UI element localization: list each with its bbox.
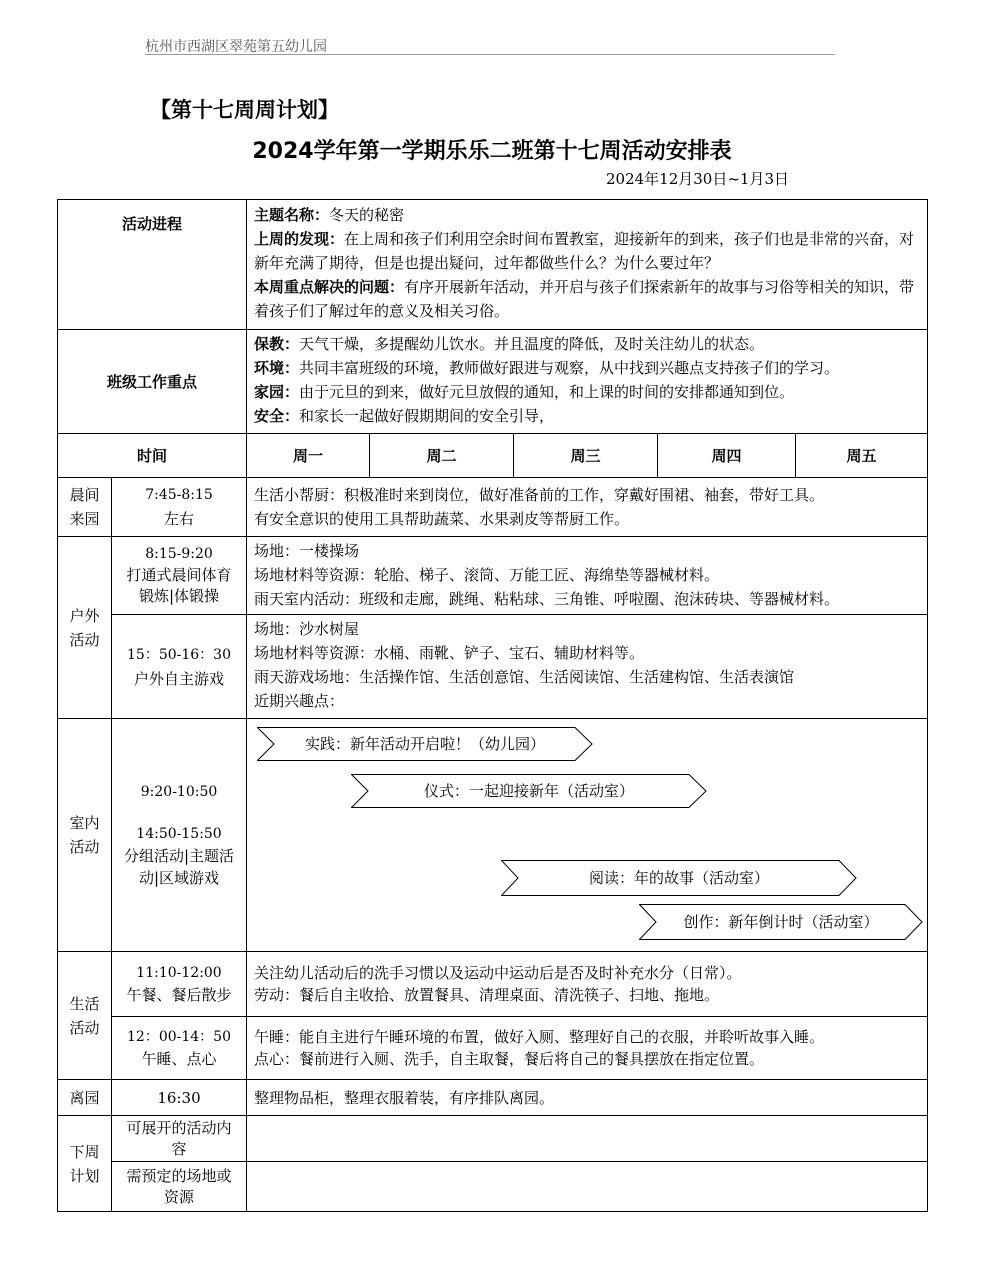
progress-row — [58, 200, 928, 330]
life-category: 生活活动 — [58, 952, 112, 1080]
header-divider — [145, 54, 835, 55]
life-line: 点心：餐前进行入厕、洗手，自主取餐，餐后将自己的餐具摆放在指定位置。 — [254, 1050, 765, 1068]
progress-label: 活动进程 — [58, 200, 247, 330]
day-header: 周四 — [658, 434, 796, 478]
schedule-header-row — [58, 434, 928, 478]
outdoor-line: 场地：一楼操场 — [254, 542, 360, 560]
leave-text: 整理物品柜，整理衣服着装，有序排队离园。 — [247, 1080, 928, 1116]
schedule-table — [57, 199, 928, 1212]
school-name: 杭州市西湖区翠苑第五幼儿园 — [145, 39, 327, 55]
life-b-note: 午睡、点心 — [141, 1050, 217, 1068]
activity-label: 阅读：年的故事（活动室） — [589, 869, 770, 887]
leave-time: 16:30 — [112, 1080, 247, 1116]
focus-key: 环境： — [254, 359, 300, 377]
outdoor-b-note: 户外自主游戏 — [134, 669, 225, 688]
date-range: 2024年12月30日~1月3日 — [606, 170, 790, 188]
indoor-row — [58, 719, 928, 952]
morning-time-cell — [112, 478, 247, 537]
outdoor-line: 雨天游戏场地：生活操作馆、生活创意馆、生活阅读馆、生活建构馆、生活表演馆 — [254, 668, 795, 686]
outdoor-a-time: 8:15-9:20 — [145, 546, 213, 562]
focus-value: 和家长一起做好假期期间的安全引导， — [299, 407, 555, 425]
life-b-time: 12：00-14：50 — [127, 1029, 231, 1045]
theme-label: 主题名称： — [254, 206, 330, 224]
outdoor-b-time: 15：50-16：30 — [127, 646, 231, 663]
leave-category: 离园 — [58, 1080, 112, 1116]
focus-value: 共同丰富班级的环境，教师做好跟进与观察，从中找到兴趣点支持孩子们的学习。 — [299, 359, 840, 377]
morning-category: 晨间来园 — [58, 478, 112, 537]
next-week-row-a — [58, 1116, 928, 1162]
indoor-note: 分组活动|主题活动|区域游戏 — [123, 847, 235, 887]
leave-row — [58, 1080, 928, 1116]
day-header: 周五 — [796, 434, 928, 478]
outdoor-row-b — [58, 615, 928, 719]
morning-content — [247, 478, 928, 537]
next-week-resources-label: 需预定的场地或资源 — [112, 1162, 247, 1212]
activity-label: 创作：新年倒计时（活动室） — [683, 913, 879, 931]
activity-arrows — [247, 719, 927, 949]
activity-arrow — [501, 860, 857, 896]
outdoor-line: 雨天室内活动：班级和走廊，跳绳、粘粘球、三角锥、呼啦圈、泡沫砖块、等器械材料。 — [254, 590, 840, 608]
next-week-row-b — [58, 1162, 928, 1212]
outdoor-a-note: 打通式晨间体育锻炼|体锻操 — [126, 566, 232, 605]
activity-label: 实践：新年活动开启啦！（幼儿园） — [305, 735, 546, 753]
activity-arrow — [639, 904, 923, 940]
morning-time-note: 左右 — [164, 510, 195, 528]
activity-arrow — [257, 727, 593, 761]
outdoor-a-time-cell — [112, 537, 247, 615]
progress-content — [247, 200, 928, 330]
class-focus-label: 班级工作重点 — [58, 330, 247, 434]
life-line: 劳动：餐后自主收拾、放置餐具、清理桌面、清洗筷子、扫地、拖地。 — [254, 986, 720, 1004]
life-line: 关注幼儿活动后的洗手习惯以及运动中运动后是否及时补充水分（日常）。 — [254, 964, 742, 982]
morning-time: 7:45-8:15 — [145, 487, 213, 503]
indoor-time-cell — [112, 719, 247, 952]
life-b-content — [247, 1017, 928, 1080]
focus-key: 家园： — [254, 383, 300, 401]
next-week-activities-label: 可展开的活动内容 — [112, 1116, 247, 1162]
outdoor-b-time-cell — [112, 615, 247, 719]
life-a-note: 午餐、餐后散步 — [126, 986, 232, 1004]
life-a-time-cell — [112, 952, 247, 1017]
last-week-text: 在上周和孩子们利用空余时间布置教室，迎接新年的到来，孩子们也是非常的兴奋，对新年充满了期待，但是也提出疑问，过年都做些什么？为什么要过年？ — [254, 230, 915, 272]
life-a-time: 11:10-12:00 — [136, 965, 222, 981]
day-header: 周二 — [370, 434, 514, 478]
focus-key: 安全： — [254, 407, 300, 425]
last-week-label: 上周的发现： — [254, 230, 345, 248]
outdoor-line: 场地材料等资源：水桶、雨靴、铲子、宝石、辅助材料等。 — [254, 644, 645, 662]
next-week-category: 下周计划 — [58, 1116, 112, 1212]
focus-text: 有序开展新年活动，并开启与孩子们探索新年的故事与习俗等相关的知识，带着孩子们了解过年的意义及相关习俗。 — [254, 278, 915, 320]
page-title: 2024学年第一学期乐乐二班第十七周活动安排表 — [252, 139, 732, 164]
focus-value: 由于元旦的到来，做好元旦放假的通知，和上课的时间的安排都通知到位。 — [299, 383, 795, 401]
life-row-b — [58, 1017, 928, 1080]
time-header: 时间 — [58, 434, 247, 478]
theme-value: 冬天的秘密 — [329, 206, 405, 224]
outdoor-line: 场地材料等资源：轮胎、梯子、滚筒、万能工匠、海绵垫等器械材料。 — [254, 566, 720, 584]
focus-value: 天气干燥，多提醒幼儿饮水。并且温度的降低，及时关注幼儿的状态。 — [299, 335, 765, 353]
next-week-resources-value — [247, 1162, 928, 1212]
focus-key: 保教： — [254, 335, 300, 353]
outdoor-line: 近期兴趣点： — [254, 692, 345, 710]
indoor-time-2: 14:50-15:50 — [136, 826, 222, 842]
class-focus-row — [58, 330, 928, 434]
activity-arrow — [351, 774, 707, 808]
outdoor-b-content — [247, 615, 928, 719]
outdoor-line: 场地：沙水树屋 — [254, 620, 360, 638]
day-header: 周三 — [514, 434, 658, 478]
indoor-content — [247, 719, 928, 952]
activity-label: 仪式：一起迎接新年（活动室） — [424, 782, 635, 800]
morning-line: 有安全意识的使用工具帮助蔬菜、水果剥皮等帮厨工作。 — [254, 510, 630, 528]
morning-line: 生活小帮厨：积极准时来到岗位，做好准备前的工作，穿戴好围裙、袖套，带好工具。 — [254, 486, 825, 504]
life-b-time-cell — [112, 1017, 247, 1080]
life-a-content — [247, 952, 928, 1017]
indoor-time-1: 9:20-10:50 — [140, 784, 218, 800]
focus-label: 本周重点解决的问题： — [254, 278, 405, 296]
outdoor-row-a — [58, 537, 928, 615]
life-line: 午睡：能自主进行午睡环境的布置，做好入厕、整理好自己的衣服，并聆听故事入睡。 — [254, 1028, 825, 1046]
day-header: 周一 — [247, 434, 370, 478]
plan-bracket-title: 【第十七周周计划】 — [150, 98, 339, 122]
life-row-a — [58, 952, 928, 1017]
class-focus-content — [247, 330, 928, 434]
next-week-activities-value — [247, 1116, 928, 1162]
indoor-category: 室内活动 — [58, 719, 112, 952]
morning-row — [58, 478, 928, 537]
outdoor-a-content — [247, 537, 928, 615]
outdoor-category: 户外活动 — [58, 537, 112, 719]
